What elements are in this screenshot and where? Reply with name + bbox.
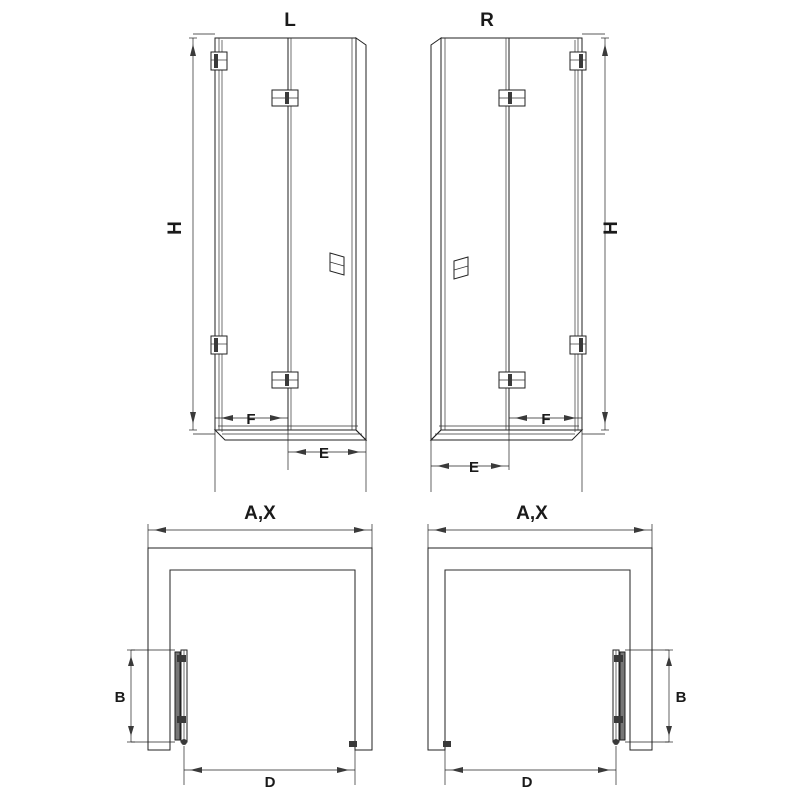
plan-left-view (115, 503, 372, 791)
handle-left-view (330, 253, 344, 275)
dimension-ax-left (148, 524, 372, 548)
label-height-left: H (165, 221, 186, 235)
dimension-height-left (189, 34, 215, 434)
label-ax-left: A,X (244, 503, 276, 524)
label-b-right: B (675, 689, 687, 706)
handle-right-view (454, 257, 468, 279)
door-leaf-plan-right (443, 650, 625, 747)
label-d-left: D (264, 774, 276, 791)
label-d-right: D (521, 774, 533, 791)
hinge-top-right (570, 52, 586, 70)
label-f-left: F (246, 411, 256, 428)
door-leaf-plan-left (175, 650, 357, 747)
hinge-bottom-middle-left (272, 372, 298, 388)
hinge-bottom-middle-right (499, 372, 525, 388)
hinge-top-middle-left (272, 90, 298, 106)
hinge-bottom-right (570, 336, 586, 354)
label-b-left: B (114, 689, 126, 706)
hinge-bottom-left (211, 336, 227, 354)
elevation-left-view (165, 10, 366, 492)
label-e-left: E (318, 445, 330, 462)
dimension-f-e-left (215, 415, 366, 492)
plan-right-view (428, 503, 687, 791)
dimension-b-left (127, 650, 175, 742)
dimension-b-right (625, 650, 673, 742)
label-ax-right: A,X (516, 503, 548, 524)
title-right-view: R (480, 10, 494, 31)
label-f-right: F (541, 411, 551, 428)
elevation-right-view (431, 10, 622, 492)
label-e-right: E (468, 459, 480, 476)
hinge-top-left (211, 52, 227, 70)
dimension-ax-right (428, 524, 652, 548)
hinge-top-middle-right (499, 90, 525, 106)
title-left-view: L (284, 10, 296, 31)
dimension-e-f-right (431, 415, 582, 492)
label-height-right: H (601, 221, 622, 235)
